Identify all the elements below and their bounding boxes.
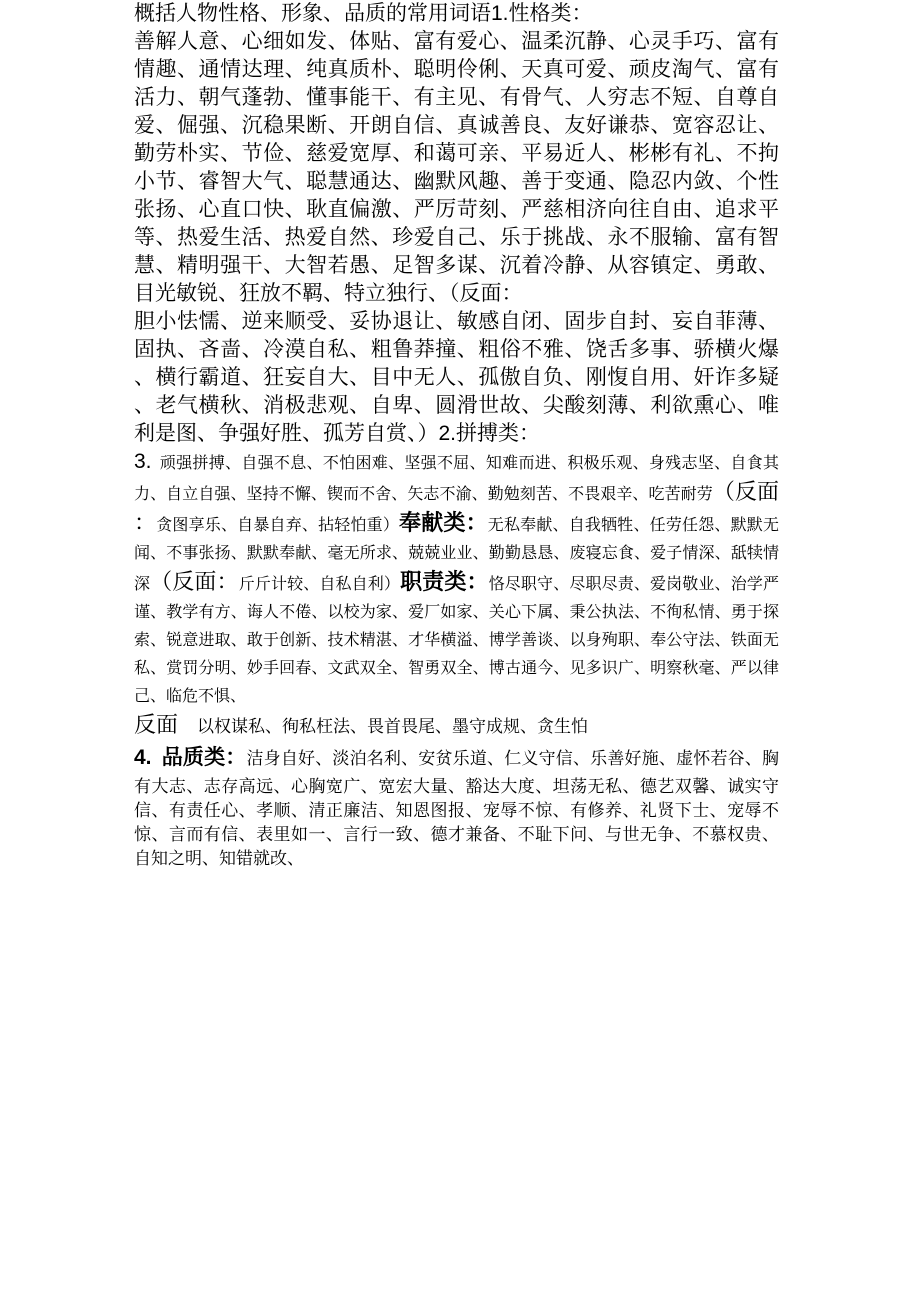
paragraph-duty-negative: [134, 711, 779, 741]
dedication-category-label: 奉献类：: [399, 510, 488, 535]
paragraph-personality-negative: 胆小怯懦、逆来顺受、妥协退让、敏感自闭、固步自封、妄自菲薄、固执、吝啬、冷漠自私、粗鲁莽撞、粗俗不雅、饶舌多事、骄横火爆、横行霸道、狂妄自大、目中无人、孤傲自负、刚愎自用、奸诈多疑、老气横秋、消极悲观、自卑、圆滑世故、尖酸刻薄、利欲熏心、唯利是图、争强好胜、孤芳自赏、）2.拼搏类：: [134, 310, 779, 445]
section-number-3: 3.: [134, 450, 152, 473]
striving-negative-items: 贪图享乐、自暴自弃、拈轻怕重）: [156, 517, 400, 534]
dedication-items: 无私奉献、自我牺牲、任劳任怨、默默无闻、不事张扬、默默奉献、毫无所求、兢兢业业、勤勤恳恳、废寝忘食、爱子情深、舐犊情深: [134, 517, 779, 593]
dedication-negative-items: 斤斤计较、自私自利）: [238, 576, 401, 593]
paragraph-striving: [134, 448, 779, 711]
doc-title: 概括人物性格、形象、品质的常用词语1.性格类：: [134, 2, 593, 25]
quality-category-label: 品质类：: [161, 746, 247, 769]
document-page: [134, 0, 779, 871]
duty-category-label: 职责类：: [400, 569, 489, 594]
dedication-negative-open-label: （反面：: [150, 569, 239, 594]
duty-items: 恪尽职守、尽职尽责、爱岗敬业、治学严谨、教学有方、诲人不倦、以校为家、爱厂如家、关心下属、秉公执法、不徇私情、勇于探索、锐意进取、敢于创新、技术精湛、才华横溢、博学善谈、以身殉职、奉公守法、铁面无私、赏罚分明、妙手回春、文武双全、智勇双全、博古通今、见多识广、明察秋毫、严以律己、临危不惧、: [134, 576, 779, 705]
paragraph-quality: [134, 741, 779, 871]
quality-items: 洁身自好、淡泊名利、安贫乐道、仁义守信、乐善好施、虚怀若谷、胸有大志、志存高远、心胸宽广、宽宏大量、豁达大度、坦荡无私、德艺双馨、诚实守信、有责任心、孝顺、清正廉洁、知恩图报、宠辱不惊、有修养、礼贤下士、宠辱不惊、言而有信、表里如一、言行一致、德才兼备、不耻下问、与世无争、不慕权贵、自知之明、知错就改、: [134, 749, 780, 868]
paragraph-personality: 善解人意、心细如发、体贴、富有爱心、温柔沉静、心灵手巧、富有情趣、通情达理、纯真质朴、聪明伶俐、天真可爱、顽皮淘气、富有活力、朝气蓬勃、懂事能干、有主见、有骨气、人穷志不短、自尊自爱、倔强、沉稳果断、开朗自信、真诚善良、友好谦恭、宽容忍让、勤劳朴实、节俭、慈爱宽厚、和蔼可亲、平易近人、彬彬有礼、不拘小节、睿智大气、聪慧通达、幽默风趣、善于变通、隐忍内敛、个性张扬、心直口快、耿直偏激、严厉苛刻、严慈相济向往自由、追求平等、热爱生活、热爱自然、珍爱自己、乐于挑战、永不服输、富有智慧、精明强干、大智若愚、足智多谋、沉着冷静、从容镇定、勇敢、目光敏锐、狂放不羁、特立独行、（反面：: [134, 30, 779, 305]
duty-negative-items: 以权谋私、徇私枉法、畏首畏尾、墨守成规、贪生怕: [197, 717, 589, 736]
striving-items: 顽强拼搏、自强不息、不怕困难、坚强不屈、知难而进、积极乐观、身残志坚、自食其力、自立自强、坚持不懈、锲而不舍、矢志不渝、勤勉刻苦、不畏艰辛、吃苦耐劳: [134, 455, 779, 503]
striving-negative-open-label: （反面：: [134, 479, 779, 535]
duty-negative-label: 反面: [134, 712, 179, 737]
section-number-4: 4.: [134, 746, 152, 769]
